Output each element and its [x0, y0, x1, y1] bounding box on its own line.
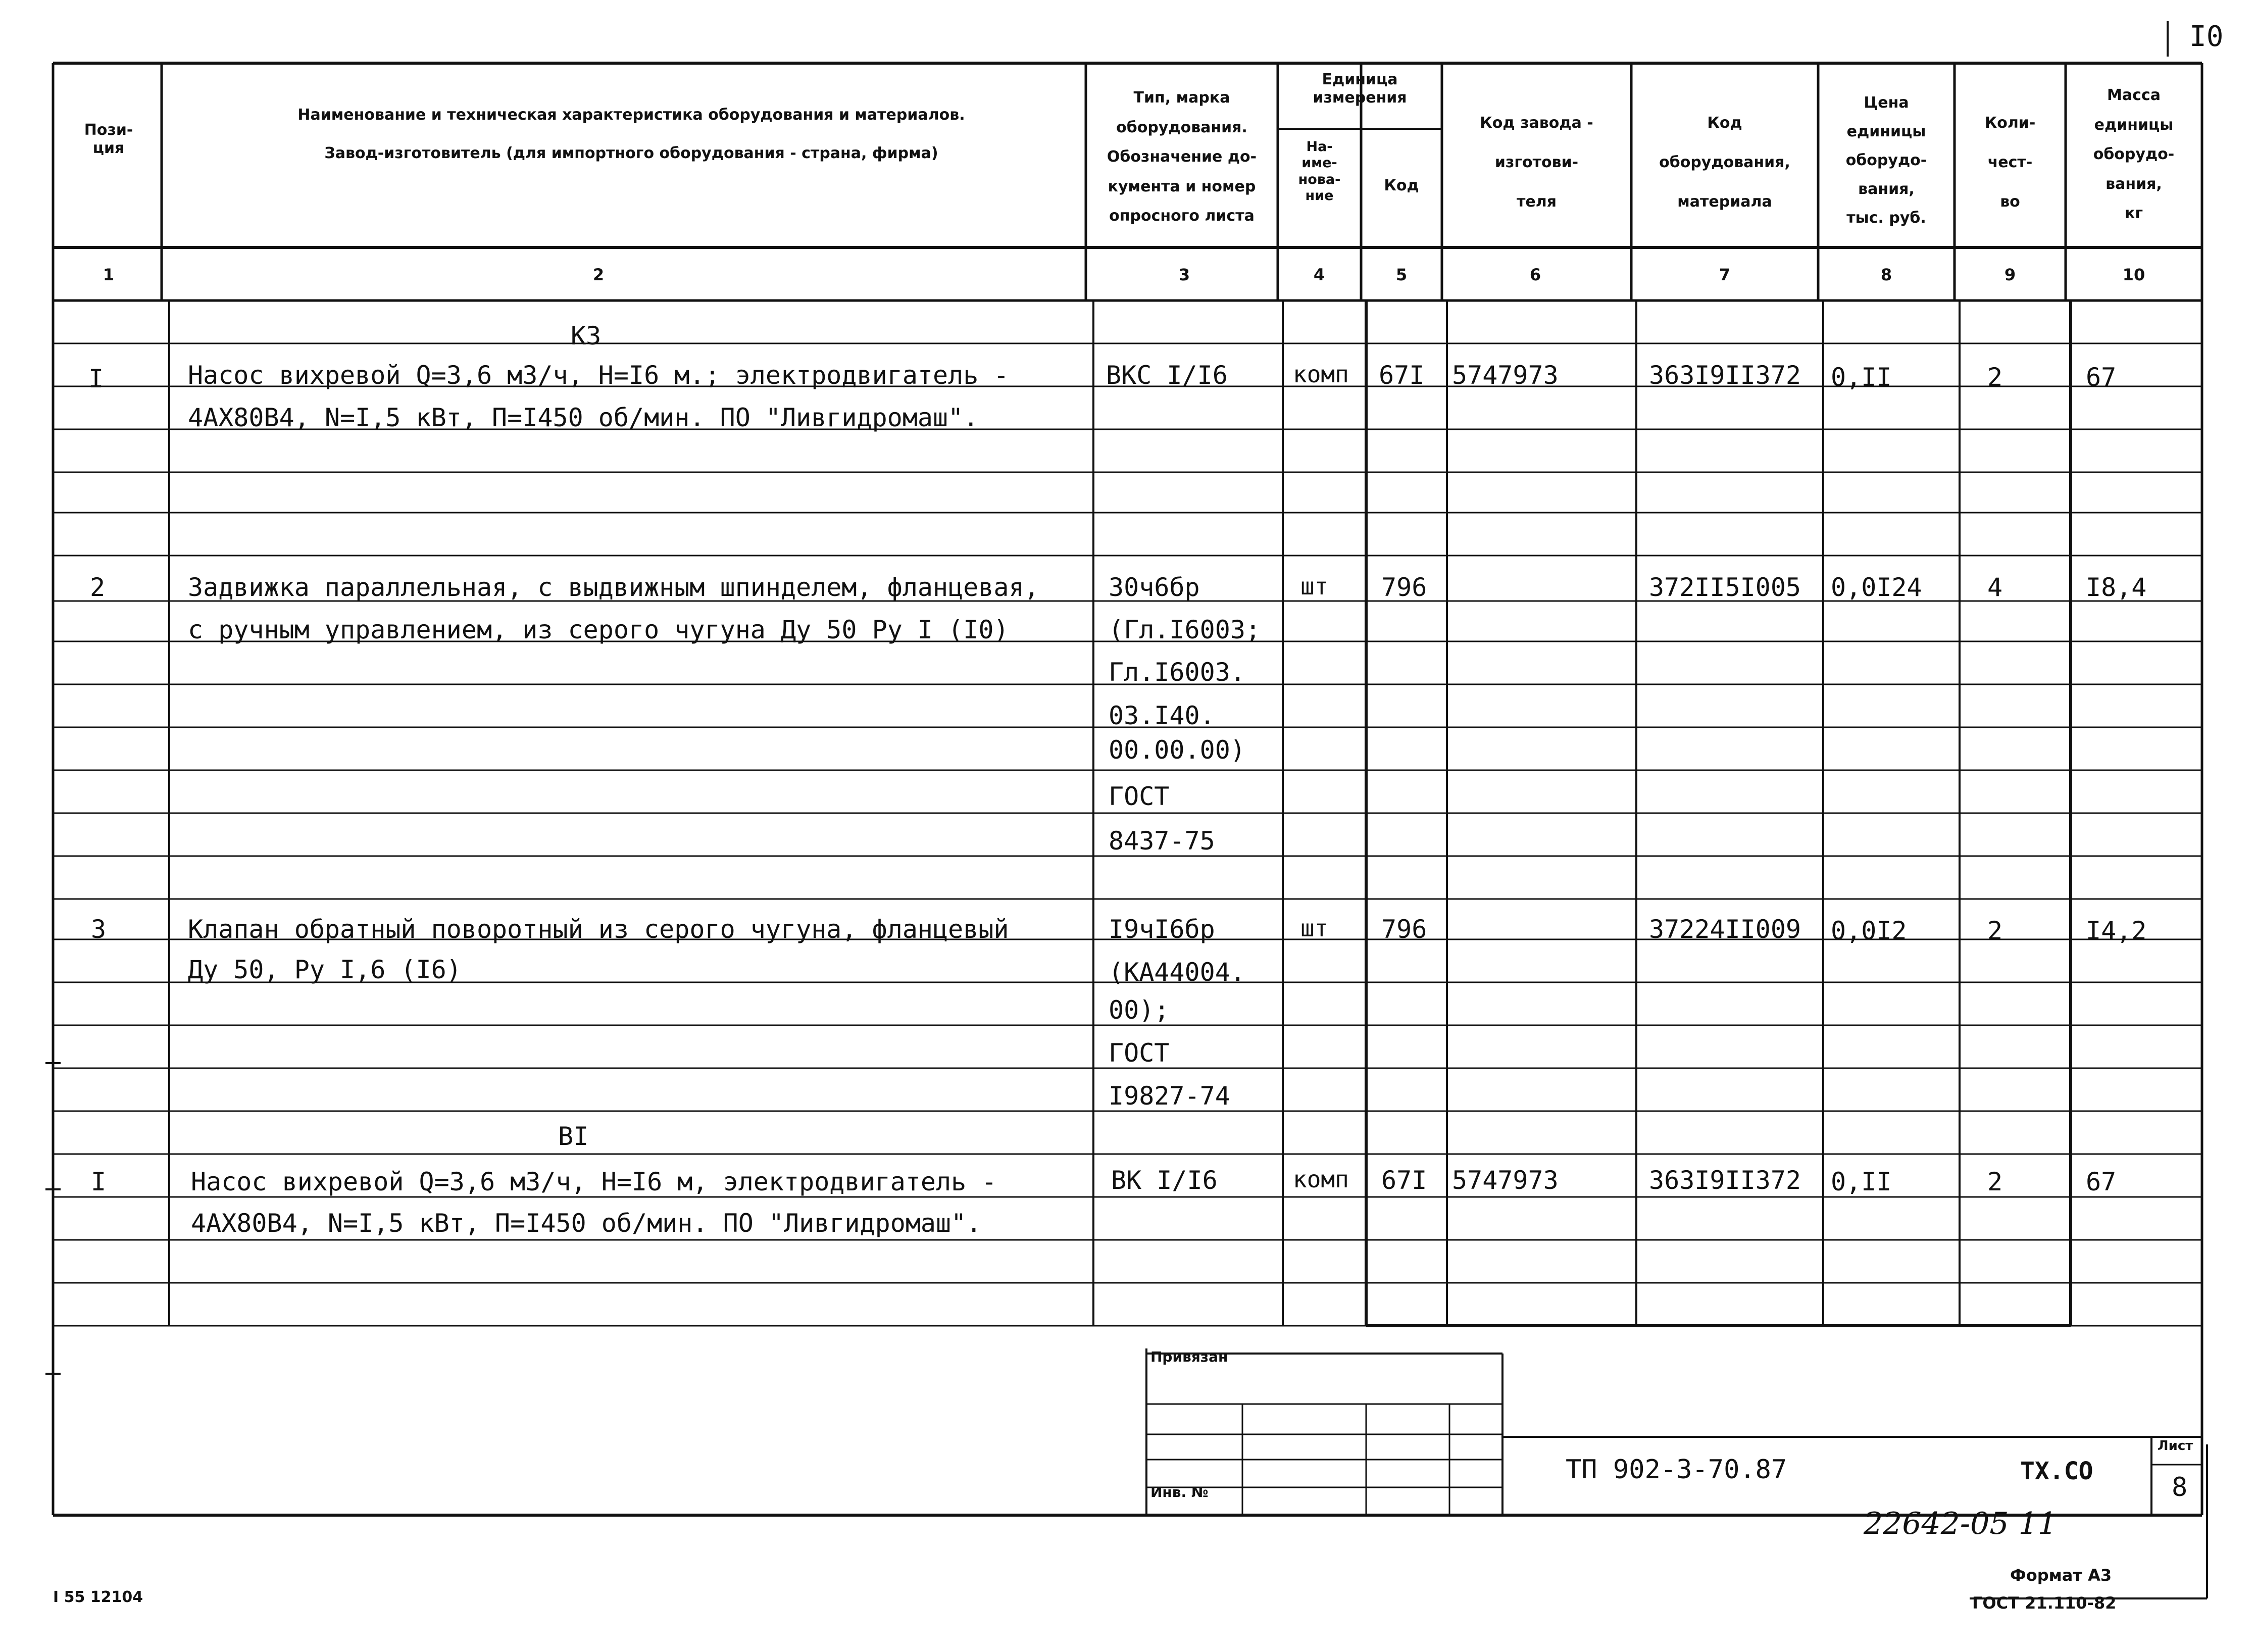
header-qty-label: Коли- чест- во: [1984, 114, 2036, 211]
row-unit-code: 796: [1381, 573, 1427, 602]
handwritten-number: 22642-05 11: [1864, 1506, 2057, 1541]
header-type: [1086, 83, 1278, 231]
row-position: 2: [90, 573, 106, 602]
column-number-10: 10: [2122, 265, 2145, 284]
row-unit: шт: [1300, 915, 1329, 942]
row-unit-code: 796: [1381, 915, 1427, 944]
row-unit: шт: [1300, 573, 1329, 600]
row-type-line2: (КА44004.: [1109, 958, 1245, 987]
row-name-line1: Насос вихревой Q=3,6 м3/ч, Н=I6 м.; электродвигатель -: [188, 361, 1009, 390]
row-type-line5: I9827-74: [1109, 1081, 1230, 1111]
row-qty: 4: [1987, 573, 2003, 602]
gost-label: ГОСТ 21.110-82: [1972, 1593, 2117, 1613]
row-type-line3: Гл.I6003.: [1109, 658, 1245, 687]
row-price: 0,II: [1831, 1167, 1892, 1196]
title-block-doc-code: ТП 902-3-70.87: [1566, 1455, 1787, 1485]
header-unit-code-label: Код: [1384, 177, 1419, 194]
row-name-line2: Ду 50, Ру I,6 (I6): [188, 955, 462, 984]
row-type-line2: (Гл.I6003;: [1109, 615, 1261, 644]
title-block-inv-no: Инв. №: [1150, 1484, 1209, 1500]
header-price: [1818, 88, 1955, 232]
column-number-9: 9: [2004, 265, 2016, 284]
header-maker-code-label: Код завода - изготови- теля: [1480, 114, 1593, 211]
header-type-label: Тип, марка оборудования. Обозначение до- кумента и номер опросного листа: [1107, 89, 1257, 225]
page-number-mark: [2167, 21, 2169, 57]
header-position: [56, 121, 162, 158]
column-number-1: 1: [103, 265, 115, 284]
row-price: 0,II: [1831, 363, 1892, 392]
column-number-6: 6: [1529, 265, 1541, 284]
row-equip-code: 372II5I005: [1649, 573, 1801, 602]
row-type-line4: 03.I40.: [1109, 701, 1215, 730]
header-position-label: Пози- ция: [84, 121, 133, 157]
header-qty: [1955, 104, 2066, 222]
row-name-line2: 4АХ80В4, N=I,5 кВт, П=I450 об/мин. ПО "Ливгидромаш".: [188, 403, 979, 432]
row-position: I: [88, 364, 104, 393]
title-block-sheet-code: ТХ.СО: [2020, 1457, 2093, 1485]
header-equip-code: [1631, 104, 1818, 222]
column-number-7: 7: [1719, 265, 1731, 284]
row-qty: 2: [1987, 1167, 2003, 1196]
row-mass: 67: [2086, 363, 2117, 392]
header-maker-code: [1442, 104, 1631, 222]
row-type-line1: ВК I/I6: [1111, 1166, 1218, 1195]
row-unit-code: 67I: [1379, 361, 1425, 390]
row-equip-code: 363I9II372: [1649, 361, 1801, 390]
row-type-line4: ГОСТ: [1109, 1038, 1170, 1068]
row-name-line2: 4АХ80В4, N=I,5 кВт, П=I450 об/мин. ПО "Ливгидромаш".: [191, 1209, 982, 1238]
row-equip-code: 37224II009: [1649, 915, 1801, 944]
row-mass: I8,4: [2086, 573, 2147, 602]
header-price-label: Цена единицы оборудо- вания, тыс. руб.: [1845, 94, 1927, 227]
row-unit: комп: [1293, 361, 1349, 388]
header-unit-name: [1278, 139, 1361, 205]
row-mass: 67: [2086, 1167, 2117, 1196]
title-block-sheet-label: Лист: [2158, 1438, 2193, 1454]
row-price: 0,0I24: [1831, 573, 1922, 602]
header-mass: [2066, 81, 2202, 229]
row-type-line1: I9чI6бр: [1109, 915, 1215, 944]
header-name-line1: Наименование и техническая характеристика оборудования и материалов.: [297, 106, 965, 124]
row-equip-code: 363I9II372: [1649, 1166, 1801, 1195]
row-price: 0,0I2: [1831, 916, 1907, 945]
row-unit-code: 67I: [1381, 1166, 1427, 1195]
row-maker-code: 5747973: [1452, 1166, 1559, 1195]
column-number-3: 3: [1178, 265, 1190, 284]
row-name-line1: Насос вихревой Q=3,6 м3/ч, Н=I6 м, электродвигатель -: [191, 1167, 997, 1196]
row-type-line6: ГОСТ: [1109, 782, 1170, 811]
row-position: I: [91, 1167, 107, 1196]
section-title-k3: К3: [571, 321, 602, 351]
column-number-8: 8: [1880, 265, 1892, 284]
format-label: Формат А3: [2010, 1566, 2112, 1585]
row-type-line7: 8437-75: [1109, 826, 1215, 856]
row-unit: комп: [1293, 1166, 1349, 1193]
column-number-5: 5: [1395, 265, 1408, 284]
header-unit-name-label: На- име- нова- ние: [1298, 139, 1341, 204]
row-mass: I4,2: [2086, 916, 2147, 945]
row-name-line1: Клапан обратный поворотный из серого чугуна, фланцевый: [188, 915, 1009, 944]
row-position: 3: [91, 915, 107, 944]
header-unit-group-label: Единица измерения: [1313, 71, 1407, 107]
header-mass-label: Масса единицы оборудо- вания, кг: [2093, 86, 2175, 222]
column-number-2: 2: [592, 265, 605, 284]
row-type-line5: 00.00.00): [1109, 735, 1245, 765]
header-equip-code-label: Код оборудования, материала: [1659, 114, 1790, 211]
column-number-4: 4: [1313, 265, 1325, 284]
row-qty: 2: [1987, 916, 2003, 945]
header-name: [167, 106, 1096, 163]
stamp-left: I 55 12104: [53, 1588, 143, 1606]
row-type-line3: 00);: [1109, 995, 1170, 1025]
row-qty: 2: [1987, 363, 2003, 392]
section-title-b1: ВI: [558, 1122, 589, 1151]
header-name-line2: Завод-изготовитель (для импортного оборудования - страна, фирма): [324, 144, 938, 162]
row-type-line1: 30ч6бр: [1109, 573, 1200, 602]
row-type-line1: ВКС I/I6: [1106, 361, 1228, 390]
header-unit-code: [1361, 177, 1442, 195]
header-unit-group: [1278, 71, 1442, 107]
row-maker-code: 5747973: [1452, 361, 1559, 390]
page-number: I0: [2189, 20, 2224, 53]
title-block-privyazan: Привязан: [1150, 1348, 1228, 1365]
row-name-line1: Задвижка параллельная, с выдвижным шпинделем, фланцевая,: [188, 573, 1039, 602]
title-block-sheet-number: 8: [2172, 1472, 2188, 1503]
row-name-line2: с ручным управлением, из серого чугуна Ду 50 Ру I (I0): [188, 615, 1009, 644]
